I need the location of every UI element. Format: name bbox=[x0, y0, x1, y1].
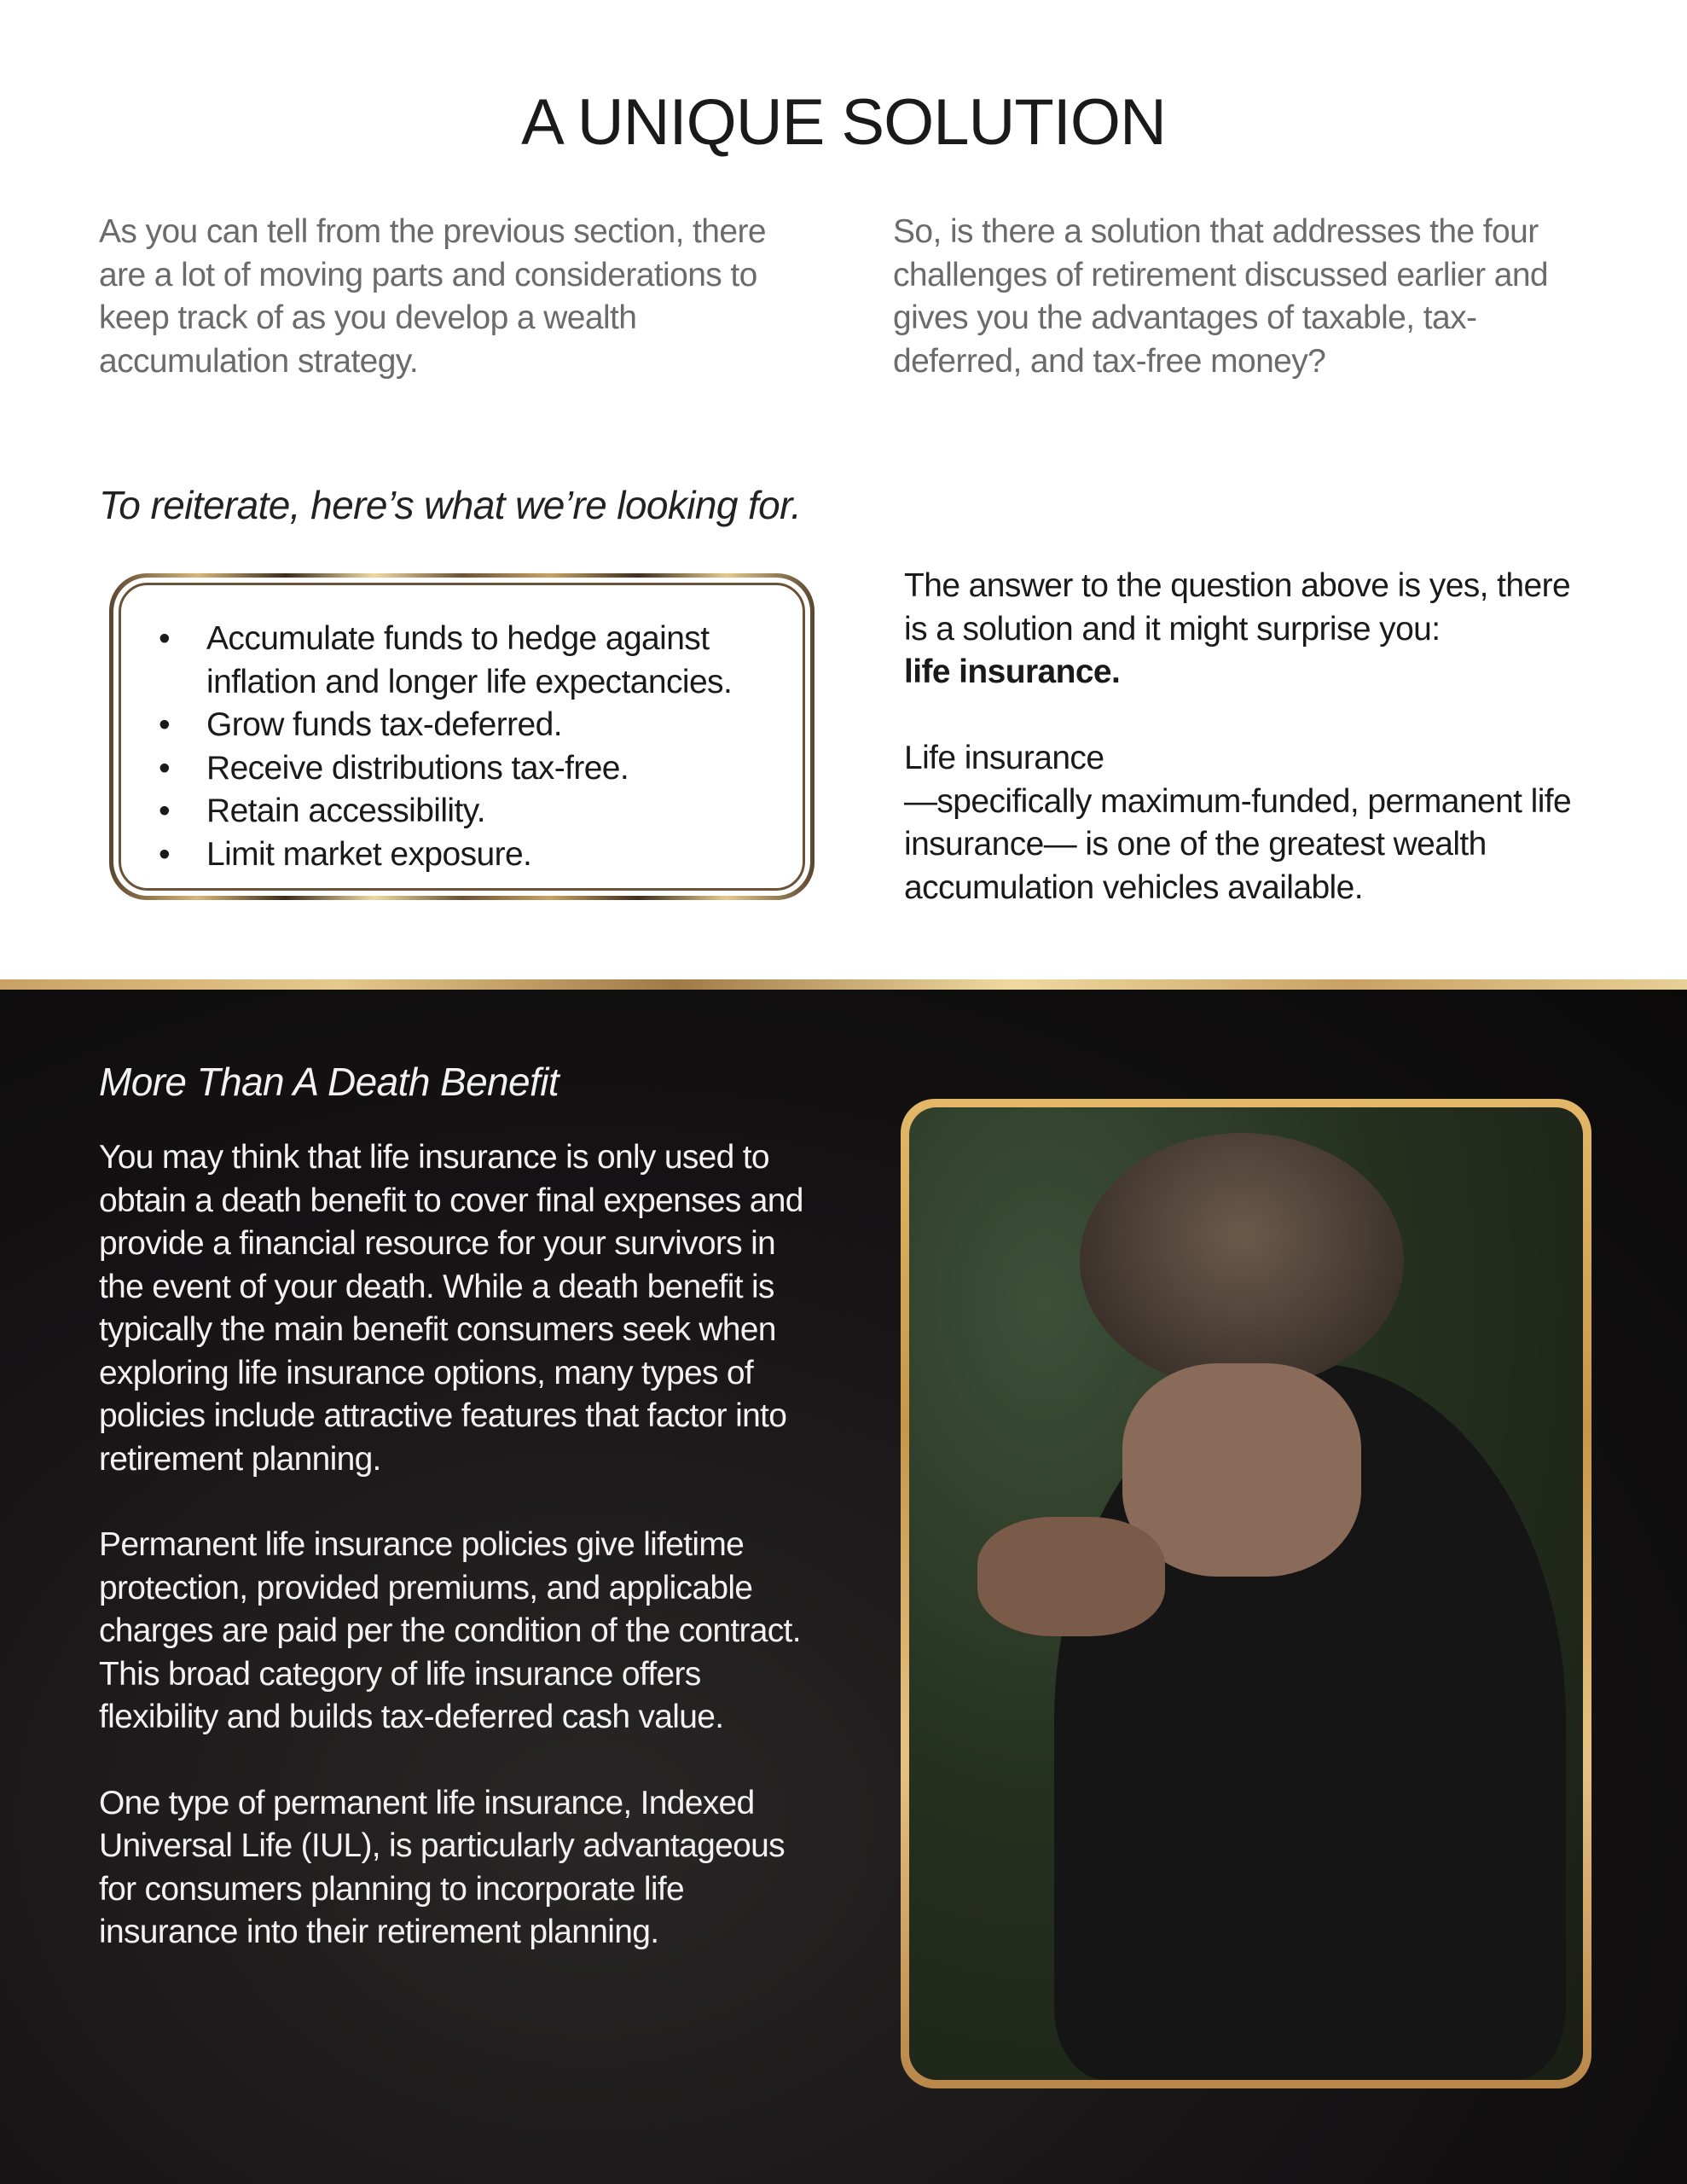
reiterate-heading: To reiterate, here’s what we’re looking for. bbox=[99, 483, 802, 527]
goals-box bbox=[109, 573, 815, 900]
intro-left-paragraph: As you can tell from the previous section, there are a lot of moving parts and considerations to keep track of as you develop a wealth accumulation strategy. bbox=[99, 213, 766, 380]
bullet-icon: • bbox=[159, 706, 171, 743]
list-item bbox=[159, 790, 803, 834]
bullet-icon: • bbox=[159, 620, 171, 657]
page-title: A UNIQUE SOLUTION bbox=[521, 86, 1166, 159]
answer-p2a: Life insurance bbox=[904, 740, 1104, 776]
answer-text: The answer to the question above is yes, there is a solution and it might surprise you: bbox=[904, 567, 1571, 648]
section-title: More Than A Death Benefit bbox=[99, 1060, 559, 1104]
list-item bbox=[159, 704, 803, 747]
list-item bbox=[159, 747, 803, 791]
list-item-text: Limit market exposure. bbox=[206, 835, 532, 873]
list-item-text: Retain accessibility. bbox=[206, 793, 485, 829]
gold-divider bbox=[0, 979, 1687, 990]
section-text bbox=[99, 1058, 807, 1997]
bullet-icon: • bbox=[159, 749, 171, 787]
list-item bbox=[159, 834, 803, 877]
answer-p2b: —specifically maximum-funded, permanent life insurance— is one of the greatest wealth accumulation vehicles available. bbox=[904, 782, 1572, 906]
embracing-couple-photo bbox=[901, 1099, 1591, 2088]
list-item bbox=[159, 618, 803, 704]
bullet-icon: • bbox=[159, 835, 171, 873]
photo-figure-hand bbox=[977, 1517, 1165, 1636]
list-item-text: Grow funds tax-deferred. bbox=[206, 706, 562, 743]
section-paragraph-3: One type of permanent life insurance, Indexed Universal Life (IUL), is particularly advantageous for consumers planning to incorporate life insurance into their retirement planning. bbox=[99, 1784, 785, 1950]
section-paragraph-1: You may think that life insurance is only used to obtain a death benefit to cover final expenses and provide a financial resource for your survivors in the event of your death. While a death benefit is typically the main benefit consumers seek when exploring life insurance options, many types of policies include attractive features that factor into retirement planning. bbox=[99, 1139, 803, 1478]
goals-list bbox=[121, 618, 803, 876]
list-item-text: Receive distributions tax-free. bbox=[206, 749, 629, 787]
list-item-text: Accumulate funds to hedge against inflation and longer life expectancies. bbox=[206, 620, 733, 700]
answer-block bbox=[904, 565, 1586, 909]
section-paragraph-2: Permanent life insurance policies give lifetime protection, provided premiums, and applicable charges are paid per the condition of the contract. This broad category of life insurance offers flexibility and builds tax-deferred cash value. bbox=[99, 1526, 801, 1735]
intro-right-paragraph: So, is there a solution that addresses the four challenges of retirement discussed earlier and gives you the advantages of taxable, tax-deferred, and tax-free money? bbox=[893, 213, 1548, 380]
bullet-icon: • bbox=[159, 793, 171, 829]
photo-figure-hair bbox=[1080, 1133, 1404, 1389]
answer-highlight: life insurance. bbox=[904, 653, 1121, 690]
